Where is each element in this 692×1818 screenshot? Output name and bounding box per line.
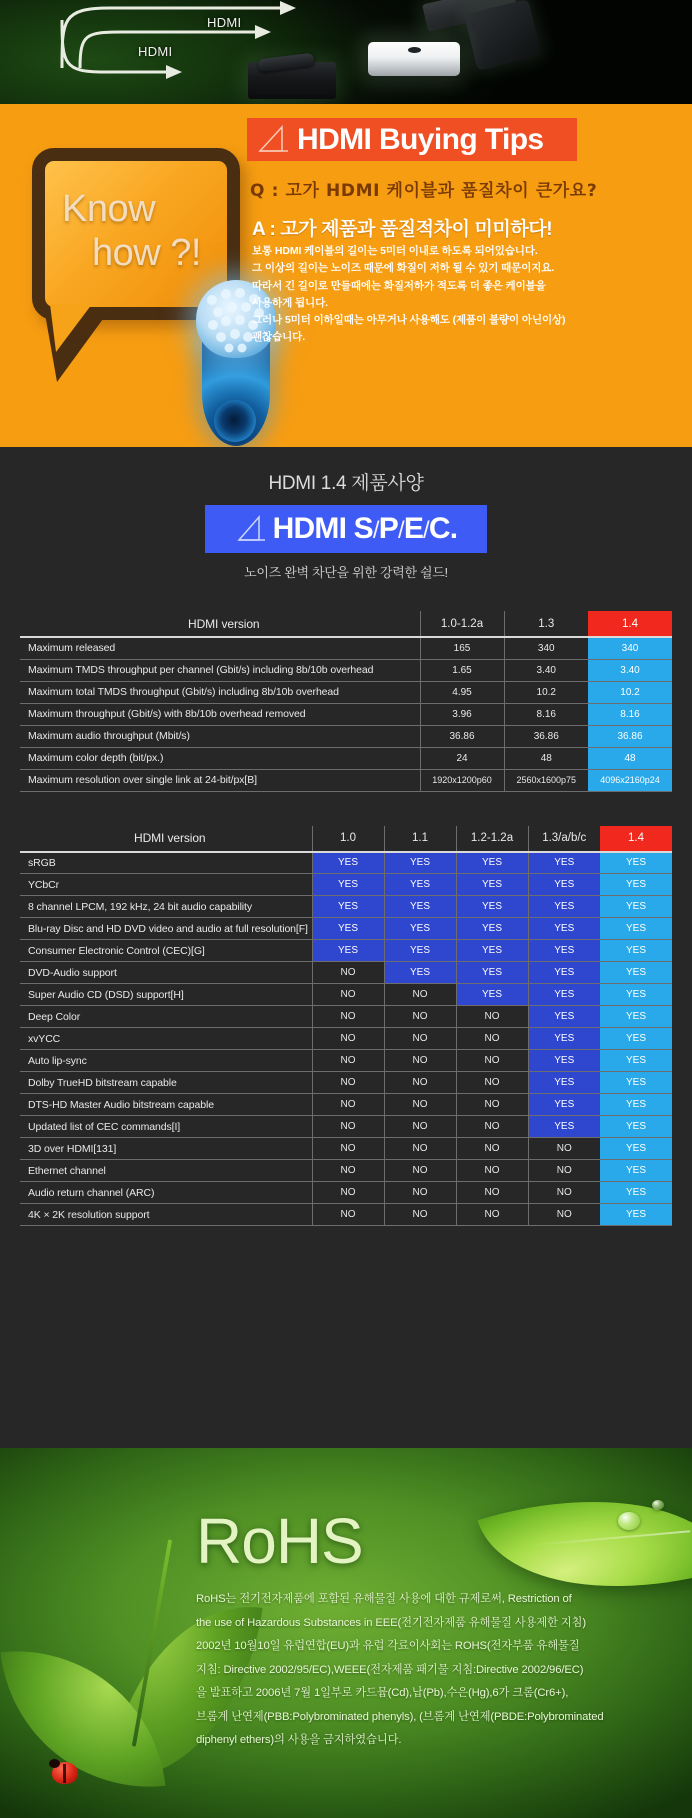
- rohs-title: RoHS: [196, 1505, 363, 1577]
- row-value: NO: [384, 1160, 456, 1182]
- table-row: [20, 659, 672, 681]
- col-header-highlight: 1.4: [588, 611, 672, 637]
- ladybug-icon: [52, 1762, 78, 1784]
- row-value: 1920x1200p60: [420, 769, 504, 791]
- row-value: NO: [312, 1094, 384, 1116]
- row-label: DTS-HD Master Audio bitstream capable: [20, 1094, 312, 1116]
- row-value: NO: [312, 1182, 384, 1204]
- table-row: [20, 769, 672, 791]
- row-value-highlight: YES: [600, 852, 672, 874]
- row-value-highlight: YES: [600, 1138, 672, 1160]
- badge-main: HDMI S: [272, 512, 373, 545]
- row-label: DVD-Audio support: [20, 962, 312, 984]
- row-value: NO: [384, 1182, 456, 1204]
- table-row: [20, 1138, 672, 1160]
- mac-mini-device: [368, 42, 460, 76]
- rohs-body-line: 지침: Directive 2002/95/EC),WEEE(전자제품 패기물 지침:Directive 2002/96/EC): [196, 1663, 584, 1676]
- table-row: [20, 637, 672, 659]
- badge-p: P: [378, 512, 398, 545]
- bubble-line-2: how ?!: [92, 232, 201, 274]
- row-label: Ethernet channel: [20, 1160, 312, 1182]
- row-value: NO: [456, 1072, 528, 1094]
- row-value: YES: [456, 874, 528, 896]
- row-value: NO: [384, 1116, 456, 1138]
- row-value: YES: [384, 874, 456, 896]
- row-value: NO: [312, 1160, 384, 1182]
- leaf-blade-bottom-left: [1, 1637, 166, 1802]
- tips-answer: A : 고가 제품과 품질적차이 미미하다!: [252, 219, 553, 240]
- row-value-highlight: YES: [600, 984, 672, 1006]
- table-row: [20, 1072, 672, 1094]
- row-value: 8.16: [504, 703, 588, 725]
- tips-body-line: 그 이상의 길이는 노이즈 때문에 화질이 저하 될 수 있기 때문이지요.: [252, 262, 555, 275]
- row-value: YES: [384, 940, 456, 962]
- hdmi-throughput-table: [20, 611, 672, 792]
- hdmi-feature-table: [20, 826, 672, 1227]
- row-value: YES: [528, 874, 600, 896]
- row-value-highlight: 10.2: [588, 681, 672, 703]
- col-header-highlight: 1.4: [600, 826, 672, 852]
- row-value: YES: [384, 896, 456, 918]
- row-value: NO: [384, 1204, 456, 1226]
- tips-body-line: 그러나 5미터 이하일때는 아무거나 사용해도 (제품이 불량이 아닌이상): [252, 314, 566, 327]
- row-value-highlight: YES: [600, 1006, 672, 1028]
- row-value: YES: [528, 852, 600, 874]
- row-value: YES: [528, 1050, 600, 1072]
- table-row: [20, 1028, 672, 1050]
- row-label: sRGB: [20, 852, 312, 874]
- row-value-highlight: 340: [588, 637, 672, 659]
- rohs-body-line: 을 발표하고 2006년 7월 1일부로 카드뮴(Cd),납(Pb),수은(Hg),6가 크롬(Cr6+),: [196, 1687, 569, 1699]
- row-label: YCbCr: [20, 874, 312, 896]
- buying-tips-title-bar: [247, 118, 577, 161]
- hero-label-hdmi-1: HDMI: [207, 15, 242, 30]
- row-value: NO: [456, 1094, 528, 1116]
- tips-body-line: 사용하게 됩니다.: [252, 296, 328, 309]
- row-value: YES: [312, 940, 384, 962]
- row-value: NO: [456, 1160, 528, 1182]
- col-header: 1.3/a/b/c: [528, 826, 600, 852]
- table-row: [20, 1160, 672, 1182]
- row-value: NO: [528, 1204, 600, 1226]
- badge-c: C.: [428, 512, 458, 545]
- table-row: [20, 747, 672, 769]
- row-value-highlight: 48: [588, 747, 672, 769]
- row-value: YES: [312, 874, 384, 896]
- row-label: xvYCC: [20, 1028, 312, 1050]
- row-value: YES: [456, 940, 528, 962]
- bubble-tail-inner: [50, 304, 92, 352]
- badge-slash: /: [397, 517, 404, 544]
- row-label: Auto lip-sync: [20, 1050, 312, 1072]
- table-row: [20, 703, 672, 725]
- row-value: NO: [384, 1072, 456, 1094]
- water-drop-small: [652, 1500, 664, 1510]
- table-row: [20, 918, 672, 940]
- tips-body-line: 따라서 긴 길이로 만들때에는 화질저하가 적도록 더 좋은 케이블을: [252, 279, 546, 292]
- row-value: YES: [528, 940, 600, 962]
- bubble-line-1: Know: [62, 188, 156, 230]
- row-value: YES: [528, 1028, 600, 1050]
- row-value-highlight: YES: [600, 1160, 672, 1182]
- row-value: 36.86: [504, 725, 588, 747]
- water-drop-large: [618, 1512, 640, 1530]
- row-value-highlight: YES: [600, 1182, 672, 1204]
- row-label: Deep Color: [20, 1006, 312, 1028]
- spec-badge-text: [273, 512, 458, 546]
- row-label: Audio return channel (ARC): [20, 1182, 312, 1204]
- row-value: YES: [528, 1116, 600, 1138]
- row-value: 3.96: [420, 703, 504, 725]
- row-label: Maximum throughput (Gbit/s) with 8b/10b overhead removed: [20, 703, 420, 725]
- row-value: 10.2: [504, 681, 588, 703]
- table-row: [20, 725, 672, 747]
- row-value-highlight: 3.40: [588, 659, 672, 681]
- row-value-highlight: YES: [600, 1050, 672, 1072]
- row-value: NO: [384, 984, 456, 1006]
- row-value: YES: [312, 852, 384, 874]
- row-value-highlight: YES: [600, 874, 672, 896]
- row-value: YES: [384, 918, 456, 940]
- row-value: YES: [528, 1094, 600, 1116]
- tips-body-line: 괜찮습니다.: [252, 331, 306, 344]
- table-row: [20, 896, 672, 918]
- rohs-section: [0, 1448, 692, 1818]
- row-value: NO: [456, 1204, 528, 1226]
- row-value: 165: [420, 637, 504, 659]
- rohs-body-line: 2002년 10월10일 유럽연합(EU)과 유럽 각료이사회는 ROHS(전자부품 유해물질: [196, 1640, 580, 1652]
- badge-slash: /: [423, 517, 429, 544]
- row-value: NO: [456, 1050, 528, 1072]
- row-value: NO: [528, 1182, 600, 1204]
- row-value: NO: [384, 1138, 456, 1160]
- table-row: [20, 1094, 672, 1116]
- row-value: YES: [528, 1006, 600, 1028]
- row-value: YES: [528, 918, 600, 940]
- row-value-highlight: YES: [600, 1204, 672, 1226]
- row-value: 1.65: [420, 659, 504, 681]
- row-label: Maximum color depth (bit/px.): [20, 747, 420, 769]
- row-value: 4.95: [420, 681, 504, 703]
- row-label: Maximum released: [20, 637, 420, 659]
- table-row: [20, 962, 672, 984]
- row-value: 36.86: [420, 725, 504, 747]
- table-row: [20, 852, 672, 874]
- col-header: 1.1: [384, 826, 456, 852]
- row-value: NO: [456, 1028, 528, 1050]
- tips-body-line: 보통 HDMI 케이블의 길이는 5미터 이내로 하도록 되어있습니다.: [252, 245, 538, 257]
- triangle-chart-icon: [235, 514, 267, 544]
- table-row: [20, 1006, 672, 1028]
- row-value: NO: [384, 1094, 456, 1116]
- row-value: YES: [312, 896, 384, 918]
- row-value: NO: [312, 1050, 384, 1072]
- row-value: 340: [504, 637, 588, 659]
- row-value: NO: [456, 1006, 528, 1028]
- col-header: HDMI version: [134, 831, 206, 845]
- row-value: NO: [384, 1028, 456, 1050]
- row-value: YES: [528, 962, 600, 984]
- row-value-highlight: YES: [600, 1094, 672, 1116]
- row-value: NO: [528, 1160, 600, 1182]
- row-label: 8 channel LPCM, 192 kHz, 24 bit audio capability: [20, 896, 312, 918]
- row-value: YES: [312, 918, 384, 940]
- row-label: 3D over HDMI[131]: [20, 1138, 312, 1160]
- row-value-highlight: 8.16: [588, 703, 672, 725]
- table-row: [20, 874, 672, 896]
- table-row: [20, 1182, 672, 1204]
- table-row: [20, 1050, 672, 1072]
- row-value: NO: [384, 1050, 456, 1072]
- row-value: NO: [456, 1138, 528, 1160]
- hero-label-hdmi-2: HDMI: [138, 44, 173, 59]
- row-value-highlight: YES: [600, 918, 672, 940]
- row-value: YES: [456, 962, 528, 984]
- triangle-chart-icon: [256, 125, 290, 155]
- row-value: NO: [528, 1138, 600, 1160]
- table-header-row: [20, 826, 672, 852]
- row-label: Blu-ray Disc and HD DVD video and audio at full resolution[F]: [20, 918, 312, 940]
- row-value: 24: [420, 747, 504, 769]
- row-label: Maximum resolution over single link at 24-bit/px[B]: [20, 769, 420, 791]
- row-value: NO: [312, 962, 384, 984]
- row-value: YES: [384, 852, 456, 874]
- row-value: NO: [312, 1204, 384, 1226]
- rohs-description: [196, 1588, 666, 1753]
- rohs-body-line: diphenyl ethers)의 사용을 금지하였습니다.: [196, 1734, 402, 1746]
- row-value-highlight: 4096x2160p24: [588, 769, 672, 791]
- badge-slash: /: [372, 517, 379, 544]
- row-value: YES: [528, 984, 600, 1006]
- row-value-highlight: YES: [600, 1028, 672, 1050]
- table-row: [20, 681, 672, 703]
- rohs-body-line: RoHS는 전기전자제품에 포함된 유해물질 사용에 대한 규제로써, Restriction of: [196, 1593, 572, 1605]
- row-value: 3.40: [504, 659, 588, 681]
- row-value-highlight: YES: [600, 896, 672, 918]
- col-header: 1.0: [312, 826, 384, 852]
- row-value: YES: [456, 984, 528, 1006]
- table-row: [20, 984, 672, 1006]
- col-header: 1.2-1.2a: [456, 826, 528, 852]
- spec-subtitle: HDMI 1.4 제품사양: [268, 473, 424, 494]
- row-label: 4K × 2K resolution support: [20, 1204, 312, 1226]
- row-value: NO: [312, 1072, 384, 1094]
- row-value: YES: [456, 918, 528, 940]
- row-value: 2560x1600p75: [504, 769, 588, 791]
- col-header: 1.3: [504, 611, 588, 637]
- row-label: Consumer Electronic Control (CEC)[G]: [20, 940, 312, 962]
- row-value: YES: [528, 896, 600, 918]
- row-value: NO: [312, 1138, 384, 1160]
- col-header: HDMI version: [188, 616, 260, 631]
- row-label: Updated list of CEC commands[I]: [20, 1116, 312, 1138]
- spec-tagline: 노이즈 완벽 차단을 위한 강력한 쉴드!: [244, 565, 448, 580]
- row-value: YES: [456, 852, 528, 874]
- row-label: Super Audio CD (DSD) support[H]: [20, 984, 312, 1006]
- hdmi-spec-section: [0, 447, 692, 1448]
- table-row: [20, 1116, 672, 1138]
- row-value: YES: [528, 1072, 600, 1094]
- fiber-swirl: [214, 400, 256, 442]
- row-label: Maximum total TMDS throughput (Gbit/s) including 8b/10b overhead: [20, 681, 420, 703]
- row-value-highlight: YES: [600, 962, 672, 984]
- hdmi-spec-badge: [205, 505, 487, 553]
- row-value-highlight: 36.86: [588, 725, 672, 747]
- hero-banner: [0, 0, 692, 104]
- row-label: Maximum audio throughput (Mbit/s): [20, 725, 420, 747]
- row-value: NO: [312, 984, 384, 1006]
- row-value: NO: [312, 1116, 384, 1138]
- row-value: NO: [384, 1006, 456, 1028]
- row-value: YES: [456, 896, 528, 918]
- row-value: NO: [312, 1006, 384, 1028]
- col-header: 1.0-1.2a: [420, 611, 504, 637]
- row-label: Maximum TMDS throughput per channel (Gbit/s) including 8b/10b overhead: [20, 659, 420, 681]
- table-row: [20, 1204, 672, 1226]
- table-header-row: [20, 611, 672, 637]
- badge-e: E: [403, 512, 424, 545]
- tips-question: Q : 고가 HDMI 케이블과 품질차이 큰가요?: [250, 181, 598, 201]
- rohs-body-line: 브롬계 난연제(PBB:Polybrominated phenyls), (브롬계 난연제(PBDE:Polybrominated: [196, 1710, 604, 1723]
- row-label: Dolby TrueHD bitstream capable: [20, 1072, 312, 1094]
- table-row: [20, 940, 672, 962]
- row-value: NO: [456, 1182, 528, 1204]
- buying-tips-title: HDMI Buying Tips: [297, 122, 544, 156]
- row-value: NO: [456, 1116, 528, 1138]
- buying-tips-section: [0, 104, 692, 447]
- row-value: 48: [504, 747, 588, 769]
- row-value-highlight: YES: [600, 1116, 672, 1138]
- tips-answer-body: [252, 243, 690, 347]
- row-value-highlight: YES: [600, 1072, 672, 1094]
- rohs-body-line: the use of Hazardous Substances in EEE(전기전자제품 유해물질 사용제한 지침): [196, 1616, 586, 1629]
- row-value-highlight: YES: [600, 940, 672, 962]
- row-value: NO: [312, 1028, 384, 1050]
- row-value: YES: [384, 962, 456, 984]
- hdmi-connection-arrows: [0, 0, 692, 104]
